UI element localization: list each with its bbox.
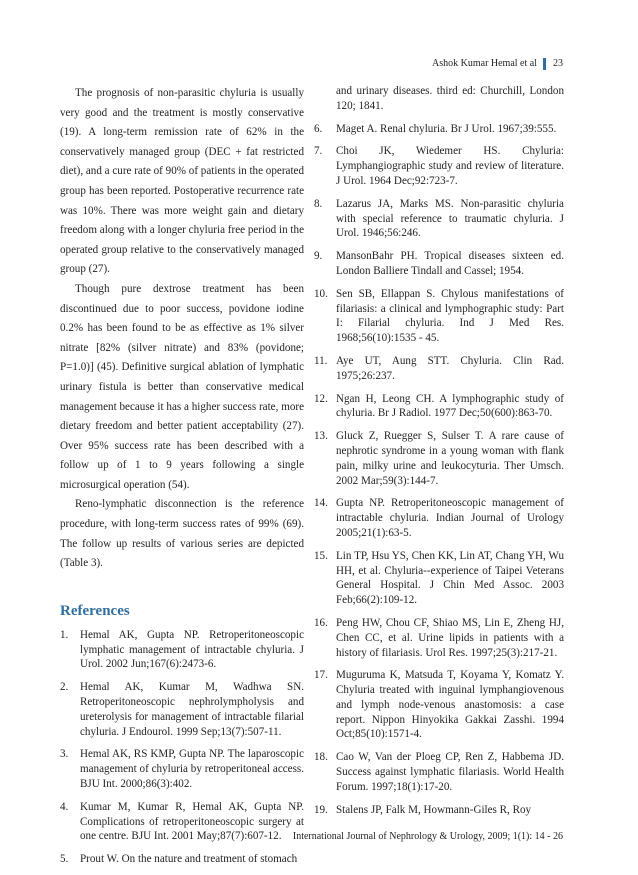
- header-page-number: 23: [553, 58, 563, 69]
- reference-text: Gupta NP. Retroperitoneoscopic management of intractable chyluria. Indian Journal of Urology 2005;21(1):63-5.: [336, 497, 564, 539]
- reference-text: Prout W. On the nature and treatment of stomach: [80, 853, 298, 866]
- reference-item: [314, 496, 564, 540]
- reference-number: 3.: [60, 748, 69, 761]
- reference-text: Muguruma K, Matsuda T, Koyama Y, Komatz Y. Chyluria treated with inguinal lymphangiovenous and lymph node-venous anastomosis: a case report. Nippon Hinyokika Gakkai Zasshi. 1994 Oct;85(10):1571-4.: [336, 669, 564, 741]
- reference-text: Ngan H, Leong CH. A lymphographic study of chyluria. Br J Radiol. 1977 Dec;50(600):863-70.: [336, 392, 564, 420]
- reference-item: [60, 852, 304, 867]
- reference-text: Gluck Z, Ruegger S, Sulser T. A rare cause of nephrotic syndrome in a young woman with flank pain, milky urine and leukocyturia. Ther Umsch. 2002 Mar;59(3):144-7.: [336, 430, 564, 487]
- reference-number: 12.: [314, 392, 328, 405]
- reference-text: Hemal AK, Kumar M, Wadhwa SN. Retroperitoneoscopic nephrolympholysis and ureterolysis for management of intractable filarial chyluria. J Endourol. 1999 Sep;13(7):507-11.: [80, 681, 304, 738]
- reference-item: [314, 803, 564, 818]
- reference-number: 8.: [314, 197, 323, 210]
- reference-item: [60, 800, 304, 844]
- reference-number: 14.: [314, 497, 328, 510]
- references-heading: References: [60, 602, 130, 619]
- reference-item: [314, 392, 564, 422]
- reference-item: [314, 354, 564, 384]
- reference-text: Sen SB, Ellappan S. Chylous manifestations of filariasis: a clinical and lymphographic study: Part I: Filarial chyluria. Ind J Med Res. 1968;56(10):1535 - 45.: [336, 287, 564, 345]
- reference-item: [314, 287, 564, 346]
- reference-number: 4.: [60, 800, 69, 813]
- reference-item: [314, 668, 564, 742]
- reference-text: Stalens JP, Falk M, Howmann-Giles R, Roy: [336, 803, 532, 816]
- body-paragraph: The prognosis of non-parasitic chyluria is usually very good and the treatment is mostly conservative (19). A long-term remission rate of 62% in the conservatively managed group (DEC + fat restricted diet), and a cure rate of 90% of patients in the operated group has been reported. Postoperative recurrence rate was 10%. There was more weight gain and dietary freedom along with a longer chyluria free period in the operated group relative to the conservatively managed group (27).: [60, 87, 304, 276]
- reference-number: 2.: [60, 681, 69, 694]
- body-paragraph: Though pure dextrose treatment has been discontinued due to poor success, povidone iodine 0.2% has been found to be as effective as 1% silver nitrate [82% (silver nitrate) and 83% (povidone; P=1.0)] (45). Definitive surgical ablation of lymphatic urinary fistula is better than conservative medical management because it has a higher success rate, more dietary freedom and better patient acceptability (27). Over 95% success rate has been described with a follow up of 1 to 9 years following a single microsurgical operation (54).: [60, 282, 304, 491]
- reference-text: Hemal AK, Gupta NP. Retroperitoneoscopic lymphatic management of intractable chyluria. J Urol. 2002 Jun;167(6):2473-6.: [80, 628, 304, 671]
- reference-text: MansonBahr PH. Tropical diseases sixteen ed. London Balliere Tindall and Cassel; 1954.: [336, 250, 564, 277]
- header-divider: [543, 58, 546, 70]
- reference-number: 16.: [314, 616, 328, 629]
- reference-item: [314, 197, 564, 241]
- reference-text: Peng HW, Chou CF, Shiao MS, Lin E, Zheng HJ, Chen CC, et al. Urine lipids in patients with a history of filariasis. Urol Res. 1997;25(3):217-21.: [336, 616, 564, 659]
- reference-list: [60, 628, 304, 867]
- reference-item: [60, 628, 304, 672]
- reference-number: 17.: [314, 669, 328, 682]
- reference-text: Lazarus JA, Marks MS. Non-parasitic chyluria with special reference to traumatic chyluria. J Urol. 1946;56:246.: [336, 197, 564, 240]
- header-authors: Ashok Kumar Hemal et al: [432, 58, 537, 69]
- right-column: [314, 84, 564, 825]
- reference-text: Maget A. Renal chyluria. Br J Urol. 1967;39:555.: [336, 122, 557, 135]
- reference-item: [314, 549, 564, 608]
- reference-text: Cao W, Van der Ploeg CP, Ren Z, Habbema JD. Success against lymphatic filariasis. World Health Forum. 1997;18(1):17-20.: [336, 751, 564, 793]
- reference-item: [314, 616, 564, 660]
- reference-continuation: and urinary diseases. third ed: Churchill, London 120; 1841.: [336, 85, 564, 112]
- reference-number: 5.: [60, 853, 69, 866]
- reference-text: Aye UT, Aung STT. Chyluria. Clin Rad. 1975;26:237.: [336, 354, 564, 382]
- reference-number: 6.: [314, 122, 323, 135]
- reference-number: 15.: [314, 549, 328, 562]
- reference-item: [314, 144, 564, 188]
- reference-text: Lin TP, Hsu YS, Chen KK, Lin AT, Chang YH, Wu HH, et al. Chyluria--experience of Taipei Veterans General Hospital. J Chin Med Assoc. 2003 Feb;66(2):109-12.: [336, 549, 564, 607]
- reference-item: [60, 747, 304, 791]
- left-column: [60, 84, 304, 875]
- journal-footer: International Journal of Nephrology & Urology, 2009; 1(1): 14 - 26: [292, 831, 563, 842]
- reference-item: [314, 249, 564, 279]
- reference-number: 9.: [314, 250, 323, 263]
- reference-text: Kumar M, Kumar R, Hemal AK, Gupta NP. Complications of retroperitoneoscopic surgery at one centre. BJU Int. 2001 May;87(7):607-12.: [80, 800, 304, 843]
- reference-text: Choi JK, Wiedemer HS. Chyluria: Lymphangiographic study and review of literature. J Urol. 1964 Dec;92:723-7.: [336, 145, 564, 187]
- reference-text: Hemal AK, RS KMP, Gupta NP. The laparoscopic management of chyluria by retroperitoneal access. BJU Int. 2000;86(3):402.: [80, 748, 304, 791]
- reference-list: [314, 122, 564, 818]
- reference-number: 13.: [314, 430, 328, 443]
- running-header: [432, 58, 563, 70]
- body-paragraph: Reno-lymphatic disconnection is the reference procedure, with long-term success rates of 99% (69). The follow up results of various series are depicted (Table 3).: [60, 498, 304, 570]
- reference-item: [314, 122, 564, 137]
- reference-number: 19.: [314, 803, 328, 816]
- reference-item: [314, 429, 564, 488]
- reference-item: [314, 750, 564, 794]
- reference-number: 7.: [314, 145, 323, 158]
- reference-number: 10.: [314, 287, 328, 300]
- reference-number: 11.: [314, 354, 328, 367]
- reference-number: 1.: [60, 628, 69, 641]
- reference-number: 18.: [314, 751, 328, 764]
- reference-item: [60, 680, 304, 739]
